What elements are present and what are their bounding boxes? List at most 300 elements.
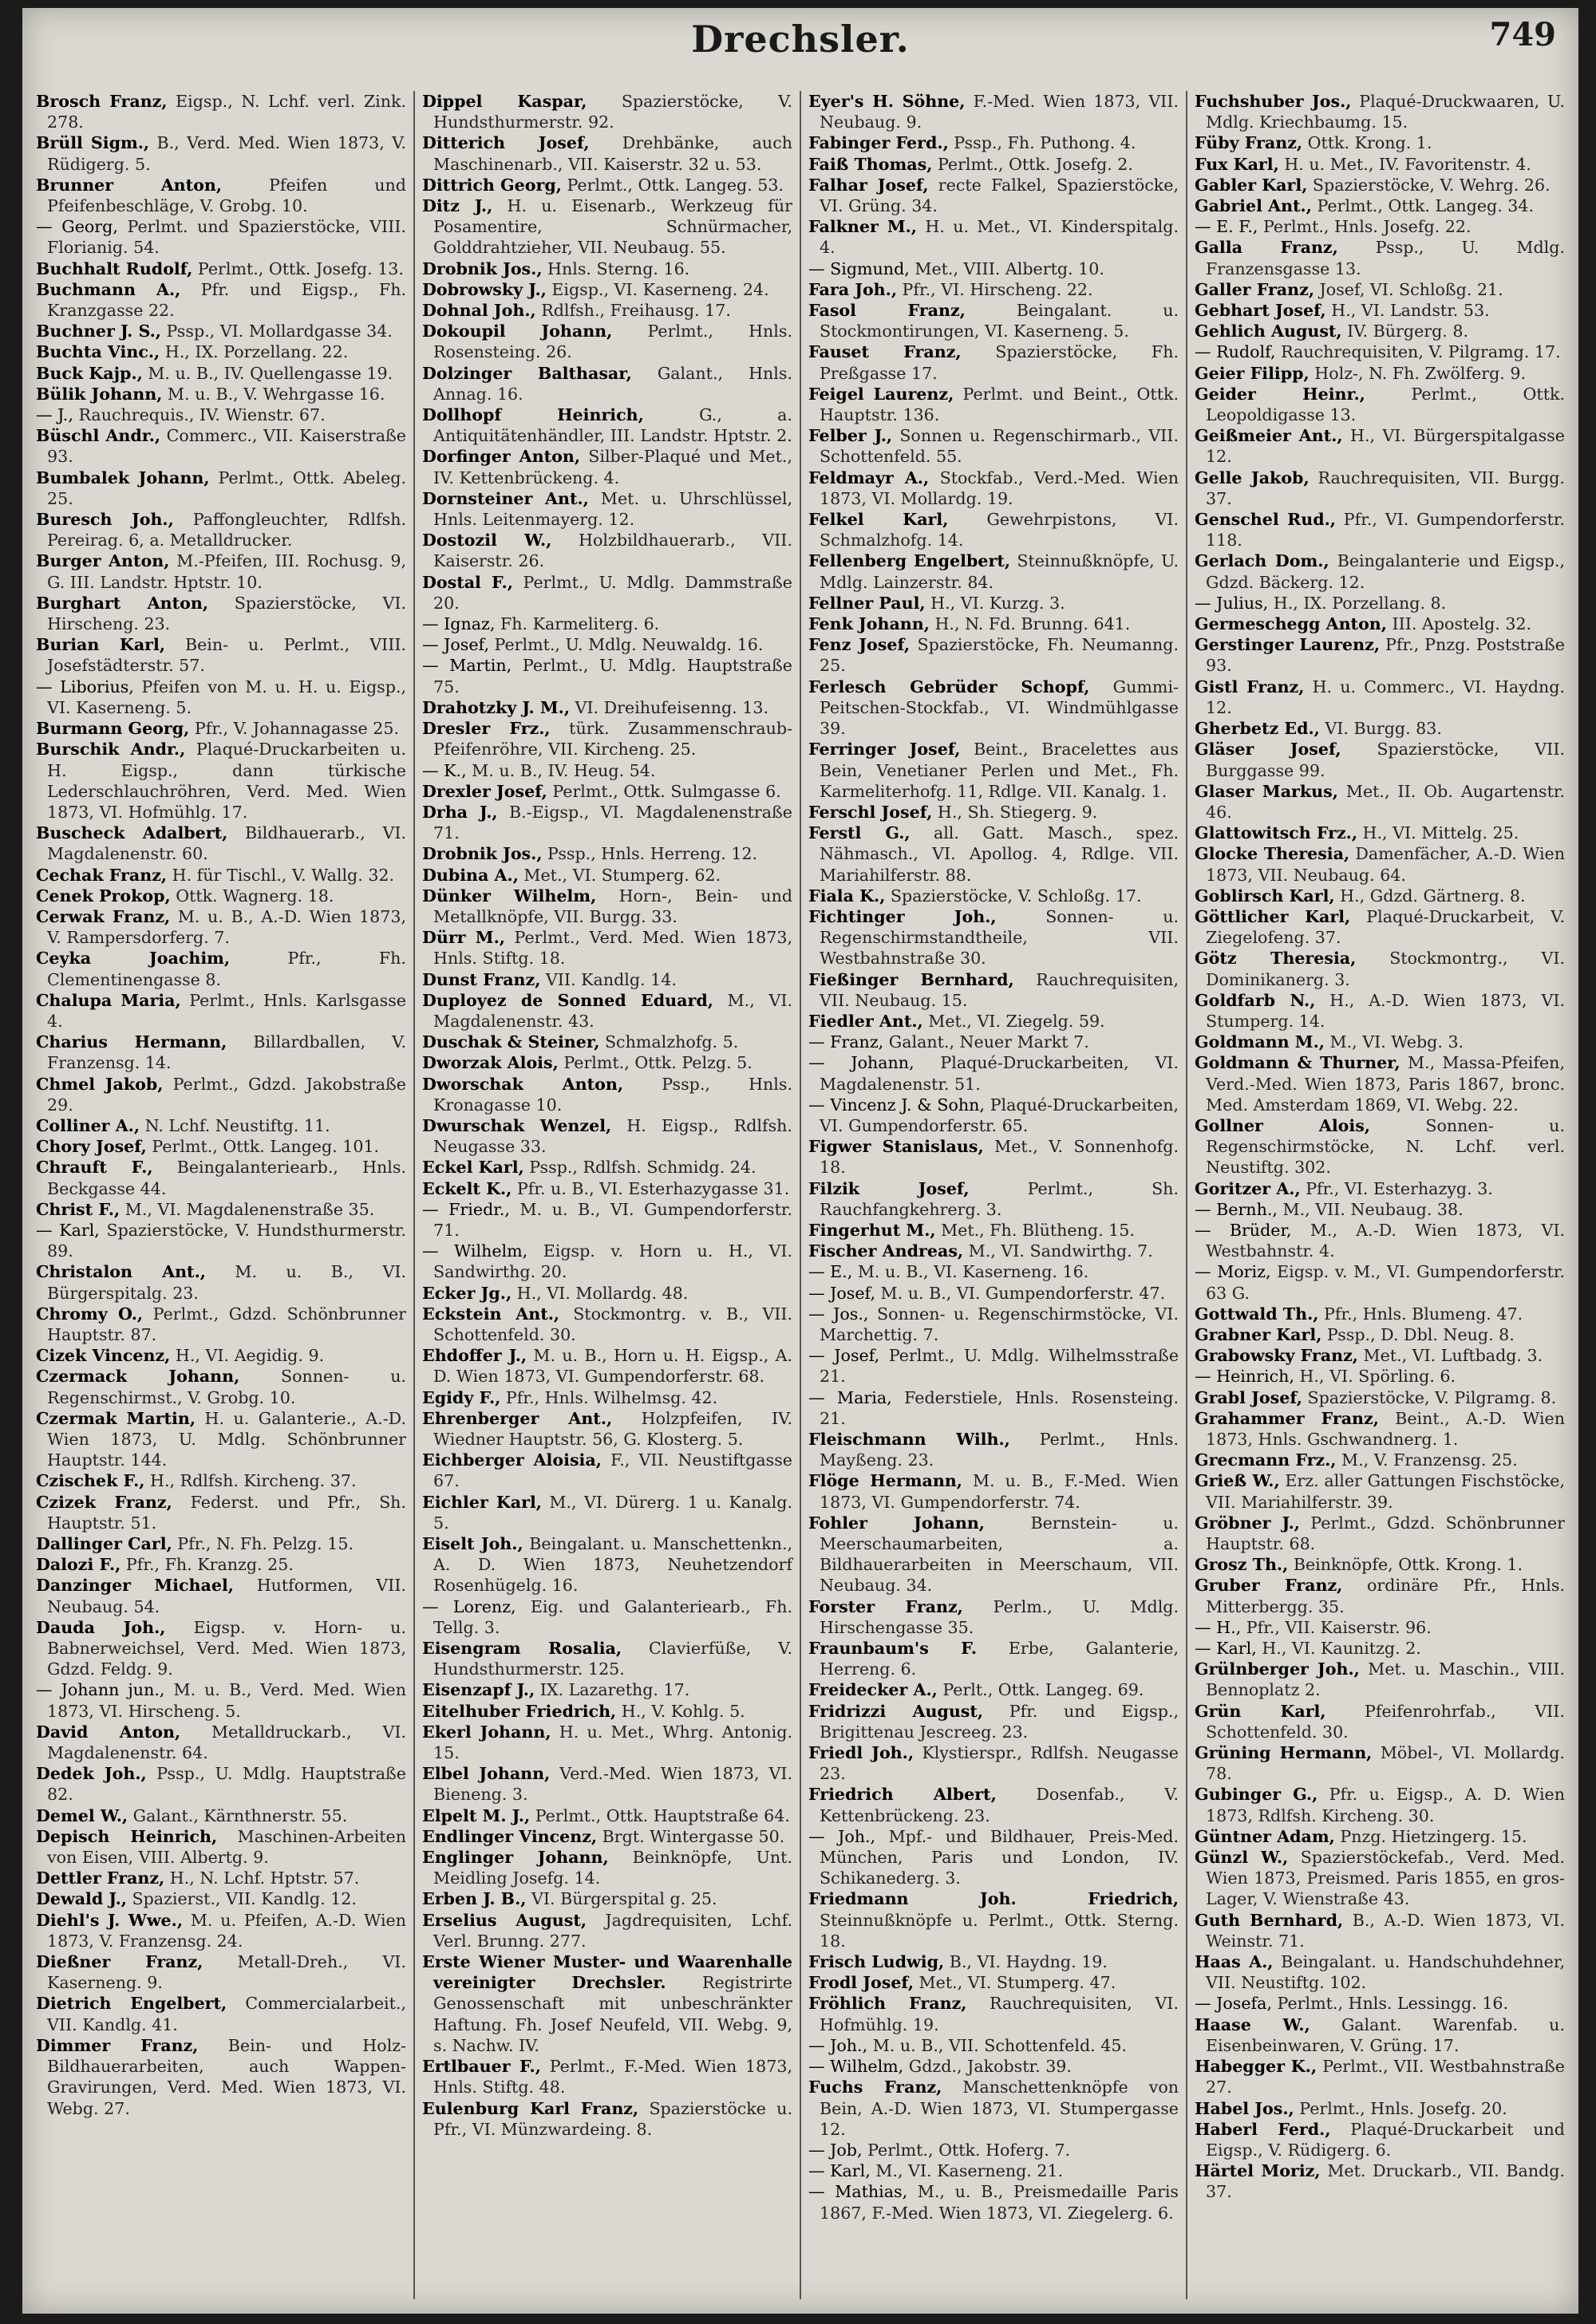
directory-entry [1195,1659,1565,1700]
entry-name: — E. F., [1195,217,1258,237]
entry-details: Pfr. und Eigsp., Brigittenau Jescreeg. 23. [820,1701,1179,1742]
entry-name: Dostozil W., [422,531,552,550]
entry-name: — Vincenz J. & Sohn, [808,1095,985,1115]
entry-details: M., V. Franzensg. 25. [1341,1450,1518,1470]
entry-details: Met., VI. Stumperg. 62. [523,865,721,885]
directory-entry [808,468,1179,509]
entry-name: — K., [422,760,467,780]
entry-name: Gubinger G., [1195,1785,1318,1805]
directory-entry [36,1533,406,1554]
entry-details: Pfr., Pnzg. Poststraße 93. [1206,635,1565,676]
entry-details: H., VI. Landstr. 53. [1331,301,1490,321]
column-3 [800,91,1186,2299]
entry-details: Met., V. Sonnenhofg. 18. [820,1137,1179,1178]
entry-name: Erste Wiener Muster- und Waarenhalle vereinigter Drechsler. [422,1952,792,1993]
entry-name: Czermack Johann, [36,1367,240,1387]
entry-details: Plaqué-Druckarbeit und Eigsp., V. Rüdigerg. 6. [1206,2119,1565,2160]
entry-name: Elpelt M. J., [422,1805,531,1825]
entry-name: Gelle Jakob, [1195,468,1310,487]
directory-entry [422,1679,792,1700]
directory-entry [36,1826,406,1868]
directory-entry [808,1470,1179,1512]
entry-name: — Georg, [36,217,118,237]
entry-name: Chromy O., [36,1304,144,1324]
entry-details: H., V. Kohlg. 5. [621,1701,745,1721]
entry-details: Metalldruckarb., VI. Magdalenenstr. 64. [47,1722,406,1763]
directory-entry [36,1220,406,1261]
directory-entry [808,2035,1179,2056]
directory-entry [808,823,1179,886]
directory-entry [36,258,406,279]
entry-details: Perlmt., Hnls. Rosensteing. 26. [433,322,792,362]
entry-details: Pssp., U. Mdlg. Hauptstraße 82. [47,1764,406,1805]
entry-details: Jagdrequisiten, Lchf. Verl. Brunng. 277. [433,1910,793,1951]
directory-entry [1195,1638,1565,1659]
entry-name: Filzik Josef, [808,1178,970,1198]
directory-entry [808,1784,1179,1825]
directory-entry [1195,425,1565,467]
entry-details: Federst. und Pfr., Sh. Hauptstr. 51. [47,1492,406,1533]
entry-name: — Mathias, [808,2182,908,2202]
entry-name: Eitelhuber Friedrich, [422,1701,617,1721]
entry-name: Dokoupil Johann, [422,322,613,341]
directory-entry [36,341,406,362]
entry-name: Forster Franz, [808,1596,963,1616]
page-number: 749 [1489,16,1556,53]
entry-name: Ekerl Johann, [422,1722,551,1742]
directory-entry [808,384,1179,425]
entry-name: — Franz, [808,1032,884,1052]
entry-name: Fellner Paul, [808,593,926,613]
entry-name: Dauda Joh., [36,1617,166,1637]
directory-entry [422,865,792,886]
directory-entry [1195,2119,1565,2160]
entry-details: H., IX. Porzellang. 8. [1273,593,1447,613]
entry-details: Holz-, N. Fh. Zwölferg. 9. [1314,363,1527,383]
entry-name: Chalupa Maria, [36,990,181,1010]
entry-name: Haas A., [1195,1952,1274,1972]
entry-name: Christ F., [36,1199,120,1219]
entry-details: Perlmt., U. Mdlg. Wilhelmsstraße 21. [820,1346,1179,1387]
directory-entry [808,1742,1179,1784]
entry-name: Czizek Franz, [36,1492,172,1512]
entry-details: M., VI. Webg. 3. [1329,1032,1464,1052]
entry-name: Colliner A., [36,1115,140,1135]
entry-name: Glaser Markus, [1195,781,1338,801]
directory-entry [1195,614,1565,634]
entry-details: M. u. B., VI. Gumpendorferstr. 47. [880,1283,1166,1303]
entry-name: Eichler Karl, [422,1492,542,1512]
entry-details: Rdlfsh., Freihausg. 17. [541,301,731,321]
directory-entry [422,363,792,404]
entry-details: H., N. Fd. Brunng. 641. [934,614,1131,634]
entry-name: Fuchs Franz, [808,2077,942,2097]
entry-details: Pfr., V. Johannagasse 25. [194,719,400,739]
entry-name: Grabner Karl, [1195,1324,1322,1344]
entry-details: Beingalant. u. Handschuhdehner, VII. Neustiftg. 102. [1206,1952,1565,1993]
directory-entry [1195,634,1565,676]
directory-entry [36,1910,406,1951]
directory-entry [1195,1910,1565,1951]
entry-details: B., VI. Haydng. 19. [949,1952,1108,1972]
directory-entry [422,1722,792,1763]
entry-details: Manschettenknöpfe von Bein, A.-D. Wien 1873, VI. Stumpergasse 12. [820,2077,1179,2139]
entry-details: Perlmt., Hnls. Mayßeng. 23. [820,1430,1179,1470]
entry-details: Steinnußknöpfe, U. Mdlg. Lainzerstr. 84. [820,551,1179,592]
entry-details: Metall-Dreh., VI. Kaserneng. 9. [47,1952,406,1993]
entry-name: Buchmann A., [36,279,181,299]
entry-name: Drexler Josef, [422,781,547,801]
directory-entry [36,468,406,509]
entry-name: Eckelt K., [422,1178,512,1198]
directory-entry [1195,2160,1565,2202]
directory-entry [422,1450,792,1491]
entry-name: Haase W., [1195,2014,1310,2034]
entry-name: Eckel Karl, [422,1158,524,1178]
entry-name: Cizek Vincenz, [36,1346,171,1366]
entry-name: Burian Karl, [36,635,166,655]
directory-entry [1195,1784,1565,1825]
entry-details: Sonnen u. Regenschirmarb., VII. Schottenfeld. 55. [820,426,1179,467]
entry-details: Sonnen- u. Regenschirmst., V. Grobg. 10. [47,1367,407,1407]
entry-name: Erselius August, [422,1910,587,1930]
entry-name: Buchhalt Rudolf, [36,258,193,278]
entry-name: Grahammer Franz, [1195,1408,1379,1428]
directory-entry [1195,154,1565,175]
entry-name: Dürr M., [422,928,505,948]
directory-entry [422,1596,792,1638]
directory-entry [808,614,1179,634]
directory-entry [422,1199,792,1241]
entry-name: Dornsteiner Ant., [422,488,589,508]
entry-details: Perlmt., Ottk. Pelzg. 5. [563,1053,753,1073]
entry-name: Elbel Johann, [422,1764,551,1784]
directory-entry [808,91,1179,132]
directory-entry [36,1993,406,2034]
entry-details: Erz. aller Gattungen Fischstöcke, VII. Mariahilferstr. 39. [1206,1471,1565,1512]
entry-name: Feigel Laurenz, [808,384,954,404]
entry-details: Perlt., Ottk. Langeg. 69. [942,1680,1144,1700]
entry-details: M. u. B., IV. Heug. 54. [472,760,656,780]
entry-name: Fießinger Bernhard, [808,969,1014,989]
directory-entry [808,341,1179,383]
entry-details: Pssp., VI. Mollardgasse 34. [166,322,393,341]
entry-details: M., Massa-Pfeifen, Verd.-Med. Wien 1873, Paris 1867, bronc. Med. Amsterdam 1869, VI. Webg. 22. [1206,1053,1565,1115]
entry-details: Perlmt., Hnls. Josefg. 20. [1299,2098,1507,2118]
entry-name: — Josefa, [1195,1994,1272,2014]
entry-details: Perlmt., Hnls. Karlsgasse 4. [47,990,406,1031]
directory-entry [808,2140,1179,2160]
directory-entry [1195,1345,1565,1366]
entry-name: Dettler Franz, [36,1868,165,1888]
entry-name: Egidy F., [422,1387,501,1407]
entry-details: Eigsp., VI. Kaserneng. 24. [551,279,769,299]
entry-details: M., VI. Magdalenenstraße 35. [124,1199,375,1219]
directory-entry [808,1136,1179,1178]
entry-name: Buchta Vinc., [36,342,160,362]
entry-details: Spazierstöcke u. Pfr., VI. Münzwardeing. 8. [433,2098,792,2139]
directory-entry [422,634,792,655]
entry-details: Spazierstöcke, VI. Hirscheng. 23. [47,593,407,634]
directory-entry [36,321,406,341]
entry-details: Met., VI. Stumperg. 47. [918,1973,1116,1993]
directory-entry [1195,341,1565,362]
entry-name: Burger Anton, [36,551,170,571]
entry-name: Brunner Anton, [36,175,223,195]
entry-name: — Martin, [422,656,512,676]
entry-name: Günzl W., [1195,1848,1289,1868]
directory-entry [1195,1304,1565,1324]
entry-details: Eig. und Galanteriearb., Fh. Tellg. 3. [433,1596,793,1637]
directory-entry [1195,1324,1565,1345]
directory-entry [36,1261,406,1303]
entry-details: Josef, VI. Schloßg. 21. [1319,279,1503,299]
directory-entry [1195,1052,1565,1115]
entry-details: Spazierstöcke, Fh. Neumanng. 25. [820,635,1179,676]
entry-name: Buck Kajp., [36,363,143,383]
entry-details: Pfr., N. Fh. Pelzg. 15. [177,1534,354,1554]
directory-entry [36,1617,406,1680]
entry-details: F., VII. Neustiftgasse 67. [433,1450,792,1491]
directory-entry [1195,990,1565,1032]
directory-entry [36,404,406,425]
entry-name: — Joh., [808,2035,868,2055]
entry-name: Cenek Prokop, [36,886,171,906]
directory-entry [808,969,1179,1011]
entry-details: Spazierstöcke, V. Pilgramg. 8. [1307,1387,1557,1407]
directory-entry [808,677,1179,740]
directory-entry [1195,677,1565,718]
directory-entry [808,132,1179,153]
entry-name: Gabriel Ant., [1195,196,1312,216]
entry-details: Galant., Hnls. Annag. 16. [433,363,792,404]
entry-details: H. für Tischl., V. Wallg. 32. [172,865,395,885]
entry-details: Perlmt., Ottk. Abeleg. 25. [47,468,406,508]
entry-name: Eisengram Rosalia, [422,1639,622,1659]
entry-name: Goldmann & Thurner, [1195,1053,1400,1073]
entry-details: Gdzd., Jakobstr. 39. [908,2057,1072,2077]
entry-details: Perlmt., VII. Westbahnstraße 27. [1206,2057,1565,2097]
entry-details: H., VI. Mittelg. 25. [1362,823,1519,843]
entry-name: Grecmann Frz., [1195,1450,1337,1470]
column-4 [1186,91,1572,2299]
entry-details: Ottk. Wagnerg. 18. [176,886,334,906]
entry-details: Beinknöpfe, Unt. Meidling Josefg. 14. [433,1848,793,1888]
entry-details: Spazierstöcke, V. Wehrg. 26. [1312,175,1551,195]
entry-name: Ertlbauer F., [422,2057,541,2077]
directory-entry [36,2035,406,2119]
directory-entry [36,279,406,321]
entry-name: Erben J. B., [422,1889,527,1909]
entry-details: Sonnen- u. Regenschirmstandtheile, VII. Westbahnstraße 30. [820,906,1179,969]
entry-details: Pfr., Fh. Kranzg. 25. [125,1555,294,1575]
directory-entry [36,91,406,132]
entry-name: Dubina A., [422,865,519,885]
entry-details: Met. u. Maschin., VIII. Bennoplatz 2. [1206,1659,1565,1700]
entry-name: — Wilhelm, [808,2057,904,2077]
directory-entry [808,1701,1179,1742]
entry-details: Pfr., VII. Kaiserstr. 96. [1246,1617,1432,1637]
entry-details: M. u. B., IV. Quellengasse 19. [148,363,393,383]
entry-details: Clavierfüße, V. Hundsthurmerstr. 125. [433,1639,792,1679]
entry-name: Dostal F., [422,572,513,592]
directory-entry [1195,1847,1565,1910]
directory-entry [36,1157,406,1198]
entry-name: Dresler Frz., [422,719,551,739]
directory-entry [1195,237,1565,278]
entry-details: Bein- u. Perlmt., VIII. Josefstädterstr. 57. [47,635,407,676]
entry-details: H., VI. Kaunitzg. 2. [1262,1639,1421,1659]
entry-name: Fiedler Ant., [808,1011,923,1031]
entry-details: Galant., Neuer Markt 7. [888,1032,1089,1052]
directory-entry [36,1575,406,1616]
entry-details: Dosenfab., V. Kettenbrückeng. 23. [820,1785,1179,1825]
directory-entry [36,1199,406,1220]
directory-entry [808,425,1179,467]
entry-name: — Julius, [1195,593,1269,613]
entry-details: Sonnen- u. Regenschirmstöcke, N. Lchf. verl. Neustiftg. 302. [1206,1115,1565,1178]
directory-entry [808,1220,1179,1241]
entry-details: M., VI. Dürerg. 1 u. Kanalg. 5. [433,1492,792,1533]
directory-entry [808,1596,1179,1638]
entry-details: M., VI. Kaserneng. 21. [875,2161,1064,2181]
entry-details: VII. Kandlg. 14. [545,969,677,989]
directory-entry [1195,300,1565,321]
entry-name: Ditterich Josef, [422,133,590,153]
directory-entry [1195,718,1565,739]
entry-details: Perlmt. und Beint., Ottk. Hauptstr. 136. [820,384,1179,425]
entry-name: Demel W., [36,1805,128,1825]
entry-name: Drobnik Jos., [422,258,543,278]
entry-details: Perlmt., Ottk. Langeg. 101. [152,1137,380,1157]
entry-name: Dohnal Joh., [422,301,536,321]
directory-entry [808,1052,1179,1094]
entry-details: Met., VI. Ziegelg. 59. [928,1011,1105,1031]
entry-name: Fiala K., [808,886,886,906]
directory-entry [808,1283,1179,1304]
entry-name: Güntner Adam, [1195,1826,1335,1846]
directory-entry [1195,1701,1565,1742]
directory-entry [36,1345,406,1366]
entry-name: Drobnik Jos., [422,844,543,864]
entry-name: Gläser Josef, [1195,740,1341,760]
entry-details: H. u. Met., VI. Kinderspitalg. 4. [820,217,1179,258]
entry-name: Dolzinger Balthasar, [422,363,632,383]
directory-entry [1195,1387,1565,1408]
entry-name: Ferlesch Gebrüder Schopf, [808,677,1090,696]
entry-name: Chory Josef, [36,1137,147,1157]
directory-entry [808,634,1179,676]
entry-details: Galant. Warenfab. u. Eisenbeinwaren, V. Grüng. 17. [1206,2014,1565,2055]
directory-entry [422,1387,792,1408]
directory-entry [422,1533,792,1596]
entry-details: Schmalzhofg. 5. [604,1032,739,1052]
entry-name: David Anton, [36,1722,181,1742]
directory-entry [808,906,1179,969]
directory-entry [422,1492,792,1533]
entry-name: Ferschl Josef, [808,802,933,822]
directory-entry [36,550,406,592]
entry-details: M. u. Pfeifen, A.-D. Wien 1873, V. Franzensg. 24. [47,1910,406,1951]
entry-name: Habel Jos., [1195,2098,1294,2118]
entry-details: N. Lchf. Neustiftg. 11. [144,1115,330,1135]
directory-entry [36,634,406,676]
entry-details: Met., VIII. Albertg. 10. [915,258,1104,278]
entry-details: Ottk. Krong. 1. [1307,133,1432,153]
entry-details: Perlmt., Hnls. Lessingg. 16. [1277,1994,1509,2014]
directory-entry [422,488,792,530]
entry-name: Faiß Thomas, [808,154,933,174]
directory-entry [36,1136,406,1157]
entry-name: Frisch Ludwig, [808,1952,945,1972]
entry-details: Pnzg. Hietzingerg. 15. [1340,1826,1527,1846]
entry-details: Perlmt., U. Mdlg. Neuwaldg. 16. [494,635,764,655]
entry-details: M., A.-D. Wien 1873, VI. Westbahnstr. 4. [1206,1220,1566,1261]
entry-name: Fleischmann Wilh., [808,1430,1010,1449]
entry-name: Englinger Johann, [422,1848,609,1868]
directory-entry [422,1074,792,1115]
entry-name: Büschl Andr., [36,426,161,446]
directory-entry [36,509,406,550]
directory-entry [422,2098,792,2140]
entry-details: Horn-, Bein- und Metallknöpfe, VII. Burgg. 33. [433,886,793,926]
directory-entry [422,1283,792,1304]
directory-entry [808,1679,1179,1700]
entry-name: Fellenberg Engelbert, [808,551,1011,571]
entry-details: Pfr. und Eigsp., Fh. Kranzgasse 22. [47,279,407,321]
entry-details: Bernstein- u. Meerschaumarbeiten, a. Bildhauerarbeiten in Meerschaum, VII. Neubaug. 34. [820,1513,1179,1596]
directory-entry [422,781,792,802]
entry-name: Geißmeier Ant., [1195,426,1343,446]
directory-entry [422,697,792,718]
entry-details: Pfr. u. B., VI. Esterhazygasse 31. [516,1178,790,1198]
entry-name: Felkel Karl, [808,510,949,530]
entry-name: Ferringer Josef, [808,740,961,760]
entry-name: Felber J., [808,426,893,446]
entry-name: — Liborius, [36,677,134,696]
entry-details: F.-Med. Wien 1873, VII. Neubaug. 9. [820,92,1179,132]
entry-name: Chrauft F., [36,1158,153,1178]
entry-name: Goldmann M., [1195,1032,1325,1052]
directory-entry [422,1115,792,1157]
entry-name: Endlinger Vincenz, [422,1826,598,1846]
entry-name: — Karl, [1195,1639,1257,1659]
entry-name: Fischer Andreas, [808,1241,964,1261]
directory-entry [1195,468,1565,509]
entry-details: H., VI. Bürgerspitalgasse 12. [1206,426,1565,467]
entry-details: Pfr., Hnls. Wilhelmsg. 42. [505,1387,718,1407]
entry-details: Silber-Plaqué und Met., IV. Kettenbrückeng. 4. [433,447,792,487]
directory-entry [422,572,792,614]
directory-entry [1195,823,1565,843]
directory-entry [422,843,792,864]
entry-details: Rauchrequisiten, VI. Hofmühlg. 19. [820,1994,1179,2034]
directory-entry [808,1178,1179,1220]
entry-name: Dewald J., [36,1889,127,1909]
entry-details: Rauchrequis., IV. Wienstr. 67. [78,405,326,425]
directory-entry [422,279,792,300]
entry-name: Gabler Karl, [1195,175,1308,195]
entry-details: Sonnen- u. Regenschirmstöcke, VI. Marchettig. 7. [820,1304,1179,1344]
directory-entry [422,1701,792,1722]
entry-details: Pfr., VI. Hirscheng. 22. [902,279,1093,299]
directory-entry [808,258,1179,279]
directory-entry [36,1492,406,1533]
directory-entry [422,927,792,969]
entry-name: Fuchshuber Jos., [1195,92,1352,111]
directory-entry [808,2181,1179,2223]
entry-name: Gruber Franz, [1195,1576,1343,1596]
